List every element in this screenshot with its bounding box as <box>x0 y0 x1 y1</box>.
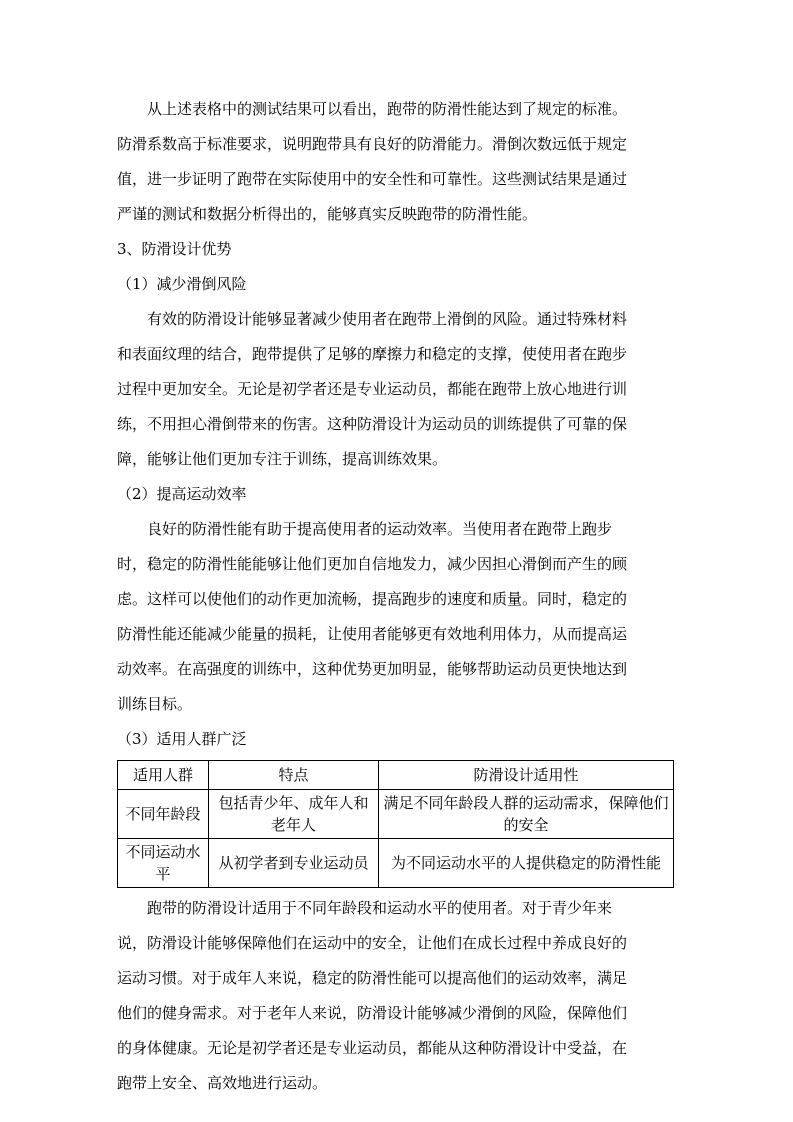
table-cell: 包括青少年、成年人和老年人 <box>209 790 379 839</box>
text-line: 练，不用担心滑倒带来的伤害。这种防滑设计为运动员的训练提供了可靠的保 <box>117 415 628 433</box>
table-header-row <box>118 761 674 790</box>
text-line: 值，进一步证明了跑带在实际使用中的安全性和可靠性。这些测试结果是通过 <box>117 170 628 188</box>
table-cell: 不同年龄段 <box>118 790 209 839</box>
table-cell: 不同运动水平 <box>118 839 209 888</box>
subsection-heading: （2）提高运动效率 <box>117 485 247 503</box>
text-line: 动效率。在高强度的训练中，这种优势更加明显，能够帮助运动员更快地达到 <box>117 660 628 678</box>
text-line: 的身体健康。无论是初学者还是专业运动员，都能从这种防滑设计中受益，在 <box>117 1039 628 1057</box>
text-line: 有效的防滑设计能够显著减少使用者在跑带上滑倒的风险。通过特殊材料 <box>147 310 628 328</box>
audience-table <box>117 760 674 888</box>
subsection-heading: （1）减少滑倒风险 <box>117 275 247 293</box>
efficiency-paragraph <box>117 512 677 722</box>
text-line: 从上述表格中的测试结果可以看出，跑带的防滑性能达到了规定的标准。 <box>147 100 628 118</box>
table-cell: 满足不同年龄段人群的运动需求，保障他们的安全 <box>379 790 674 839</box>
text-line: 跑带的防滑设计适用于不同年龄段和运动水平的使用者。对于青少年来 <box>147 899 613 917</box>
text-line: 虑。这样可以使他们的动作更加流畅，提高跑步的速度和质量。同时，稳定的 <box>117 590 628 608</box>
text-line: 防滑性能还能减少能量的损耗，让使用者能够更有效地利用体力，从而提高运 <box>117 625 628 643</box>
audience-paragraph <box>117 891 677 1101</box>
text-line: 和表面纹理的结合，跑带提供了足够的摩擦力和稳定的支撑，使使用者在跑步 <box>117 345 628 363</box>
reduce-slip-paragraph <box>117 302 677 477</box>
text-line: 运动习惯。对于成年人来说，稳定的防滑性能可以提高他们的运动效率，满足 <box>117 969 628 987</box>
table-cell: 为不同运动水平的人提供稳定的防滑性能 <box>379 839 674 888</box>
text-line: 跑带上安全、高效地进行运动。 <box>117 1074 328 1092</box>
text-line: 防滑系数高于标准要求，说明跑带具有良好的防滑能力。滑倒次数远低于规定 <box>117 135 628 153</box>
text-line: 训练目标。 <box>117 695 193 713</box>
table-row <box>118 790 674 839</box>
table-cell: 从初学者到专业运动员 <box>209 839 379 888</box>
subsection-heading: （3）适用人群广泛 <box>117 730 247 748</box>
text-line: 时，稳定的防滑性能能够让他们更加自信地发力，减少因担心滑倒而产生的顾 <box>117 555 628 573</box>
table-header-cell: 适用人群 <box>118 761 209 790</box>
text-line: 说，防滑设计能够保障他们在运动中的安全，让他们在成长过程中养成良好的 <box>117 934 628 952</box>
text-line: 过程中更加安全。无论是初学者还是专业运动员，都能在跑带上放心地进行训 <box>117 380 628 398</box>
table-header-cell: 防滑设计适用性 <box>379 761 674 790</box>
text-line: 他们的健身需求。对于老年人来说，防滑设计能够减少滑倒的风险，保障他们 <box>117 1004 628 1022</box>
text-line: 良好的防滑性能有助于提高使用者的运动效率。当使用者在跑带上跑步 <box>147 520 613 538</box>
text-line: 严谨的测试和数据分析得出的，能够真实反映跑带的防滑性能。 <box>117 205 538 223</box>
text-line: 障，能够让他们更加专注于训练，提高训练效果。 <box>117 450 448 468</box>
section-heading: 3、防滑设计优势 <box>117 240 232 258</box>
document-page <box>117 92 677 1101</box>
conclusion-paragraph <box>117 92 677 232</box>
table-header-cell: 特点 <box>209 761 379 790</box>
table-row <box>118 839 674 888</box>
